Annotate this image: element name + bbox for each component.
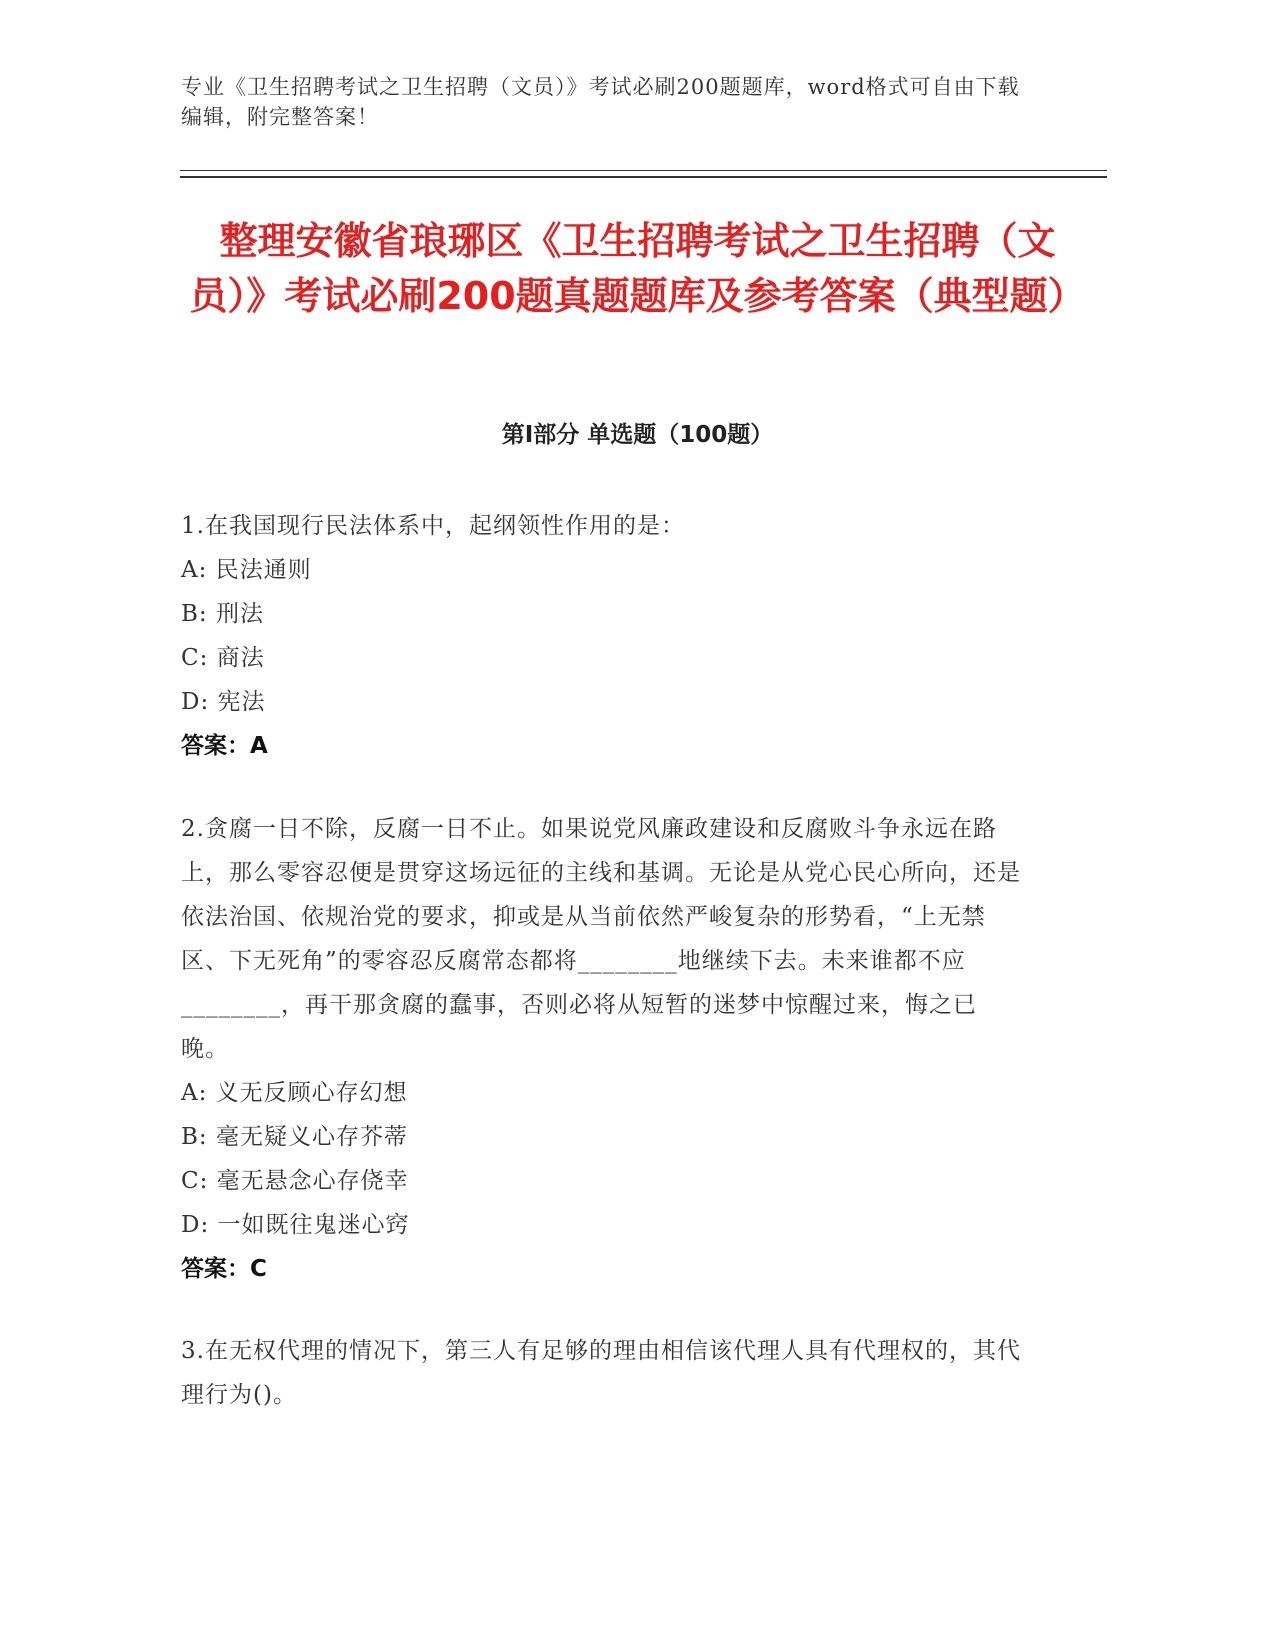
question-stem: 2.贪腐一日不除，反腐一日不止。如果说党风廉政建设和反腐败斗争永远在路上，那么零容忍便是贯穿这场远征的主线和基调。无论是从党心民心所向，还是依法治国、依规治党的要求，抑或是从当前依然严峻复杂的形势看，“上无禁区、下无死角”的零容忍反腐常态都将________地继续下去。未来谁都不应________，再干那贪腐的蠢事，否则必将从短暂的迷梦中惊醒过来，悔之已晚。 [181,816,1021,1062]
header-note: 专业《卫生招聘考试之卫生招聘（文员）》考试必刷200题题库，word格式可自由下载编辑，附完整答案！ [181,75,1020,129]
option-c: C: 商法 [181,645,265,671]
answer: 答案：A [181,733,268,759]
header-divider-thick [180,176,1107,178]
question-3 [181,1329,1021,1417]
option-a: A: 民法通则 [181,557,312,583]
section-title: 第I部分 单选题（100题） [501,422,774,448]
option-d: D: 宪法 [181,689,266,715]
option-b: B: 毫无疑义心存芥蒂 [181,1124,408,1150]
question-stem: 1.在我国现行民法体系中，起纲领性作用的是： [181,513,685,539]
option-c: C: 毫无悬念心存侥幸 [181,1168,409,1194]
option-a: A: 义无反顾心存幻想 [181,1080,408,1106]
document-title: 整理安徽省琅琊区《卫生招聘考试之卫生招聘（文员）》考试必刷200题真题题库及参考答案（典型题） [189,219,1086,318]
question-1 [181,504,1021,768]
header-divider-thin [180,170,1107,171]
option-b: B: 刑法 [181,601,264,627]
question-stem: 3.在无权代理的情况下，第三人有足够的理由相信该代理人具有代理权的，其代理行为()。 [181,1338,1021,1408]
option-d: D: 一如既往鬼迷心窍 [181,1212,410,1238]
question-2 [181,807,1021,1291]
answer: 答案：C [181,1256,267,1282]
